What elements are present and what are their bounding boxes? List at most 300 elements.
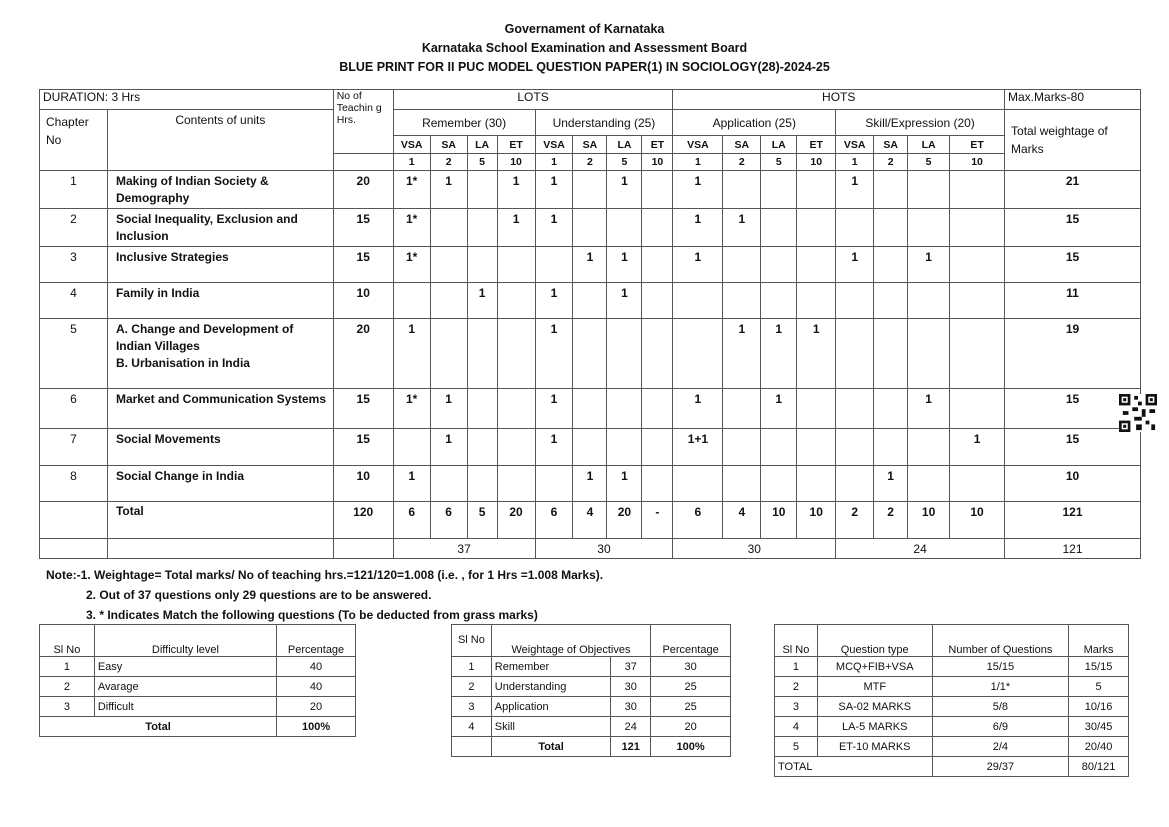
skill-header: Skill/Expression (20) (836, 110, 1005, 136)
question-count-cell (430, 319, 467, 389)
question-count-cell (950, 171, 1005, 209)
totals-cell: 10 (950, 502, 1005, 539)
contents-header: Contents of units (107, 110, 333, 171)
objectives-row-cell: 24 (611, 717, 651, 737)
skill-total: 24 (836, 539, 1005, 559)
chapter-total-marks: 21 (1005, 171, 1141, 209)
question-count-cell (607, 389, 642, 429)
qtype-row (775, 717, 1129, 737)
understanding-header: Understanding (25) (535, 110, 673, 136)
totals-cell: 2 (874, 502, 908, 539)
question-count-cell (950, 319, 1005, 389)
qtype-marks-header: Marks (1069, 625, 1129, 657)
question-count-cell: 1 (393, 466, 430, 502)
question-count-cell: 1 (607, 171, 642, 209)
question-count-cell: 1 (836, 247, 874, 283)
question-type-cell: LA (607, 136, 642, 154)
question-count-cell (836, 466, 874, 502)
objectives-row-cell: 25 (651, 677, 731, 697)
question-count-cell: 1 (673, 171, 723, 209)
question-count-cell: 1+1 (673, 429, 723, 466)
objectives-row (452, 677, 731, 697)
question-mark-cell: 1 (673, 154, 723, 171)
difficulty-row-cell: 2 (40, 677, 95, 697)
chapter-content: A. Change and Development of Indian Villages B. Urbanisation in India (107, 319, 333, 389)
question-count-cell (950, 209, 1005, 247)
question-type-cell: ET (497, 136, 535, 154)
question-count-cell (723, 429, 761, 466)
max-marks-label: Max.Marks-80 (1005, 90, 1141, 110)
question-count-cell (797, 209, 836, 247)
question-count-cell: 1* (393, 247, 430, 283)
totals-cell: 2 (836, 502, 874, 539)
teaching-hours: 15 (333, 389, 393, 429)
chapter-total-marks: 15 (1005, 247, 1141, 283)
totals-row (40, 502, 1141, 539)
question-count-cell (950, 389, 1005, 429)
chapter-content: Family in India (107, 283, 333, 319)
question-count-cell: 1 (497, 171, 535, 209)
objectives-slno-header: Sl No (452, 625, 492, 657)
question-mark-cell: 10 (797, 154, 836, 171)
difficulty-row-cell: 40 (277, 657, 356, 677)
question-count-cell (761, 171, 797, 209)
question-count-cell: 1 (535, 283, 573, 319)
qtype-row-cell: LA-5 MARKS (817, 717, 932, 737)
totals-spacer (40, 502, 108, 539)
objectives-total-value: 121 (611, 737, 651, 757)
qtype-total-marks: 80/121 (1069, 757, 1129, 777)
objectives-row-cell: Understanding (491, 677, 611, 697)
question-count-cell (908, 429, 950, 466)
totals-cell: 10 (908, 502, 950, 539)
chapter-number: 8 (40, 466, 108, 502)
objectives-row-cell: 25 (651, 697, 731, 717)
chapter-no-header: Chapter No (40, 110, 108, 171)
difficulty-total-value: 100% (277, 717, 356, 737)
question-count-cell (950, 466, 1005, 502)
question-count-cell: 1 (535, 209, 573, 247)
question-count-cell (497, 283, 535, 319)
chapter-row (40, 389, 1141, 429)
question-count-cell (908, 209, 950, 247)
question-type-cell: SA (723, 136, 761, 154)
question-count-cell: 1 (761, 389, 797, 429)
totals-cell: 10 (797, 502, 836, 539)
question-count-cell (723, 247, 761, 283)
difficulty-table (39, 624, 356, 737)
qtype-row-cell: MTF (817, 677, 932, 697)
objectives-total-pct: 100% (651, 737, 731, 757)
qtype-row-cell: 5 (1069, 677, 1129, 697)
totals-cell: - (642, 502, 673, 539)
objectives-row (452, 697, 731, 717)
blueprint-table (39, 89, 1141, 559)
chapter-number: 7 (40, 429, 108, 466)
teaching-hrs-header: No of Teachin g Hrs. (333, 90, 393, 154)
objectives-row-cell: 1 (452, 657, 492, 677)
duration-label: DURATION: 3 Hrs (40, 90, 334, 110)
question-count-cell (673, 466, 723, 502)
question-count-cell: 1 (673, 247, 723, 283)
application-total: 30 (673, 539, 836, 559)
qtype-row-cell: 15/15 (932, 657, 1068, 677)
question-mark-cell: 5 (761, 154, 797, 171)
question-type-cell: VSA (535, 136, 573, 154)
objectives-row (452, 657, 731, 677)
difficulty-row-cell: Avarage (94, 677, 276, 697)
question-count-cell (393, 283, 430, 319)
question-mark-cell: 10 (642, 154, 673, 171)
question-mark-cell: 1 (836, 154, 874, 171)
question-count-cell (836, 319, 874, 389)
chapter-content: Market and Communication Systems (107, 389, 333, 429)
question-count-cell (836, 283, 874, 319)
teaching-hours: 15 (333, 209, 393, 247)
question-count-cell (797, 171, 836, 209)
question-type-cell: LA (467, 136, 497, 154)
question-count-cell (908, 171, 950, 209)
question-count-cell (642, 466, 673, 502)
question-count-cell (607, 429, 642, 466)
chapter-content: Social Inequality, Exclusion and Inclusion (107, 209, 333, 247)
question-count-cell (467, 319, 497, 389)
question-count-cell: 1 (573, 247, 607, 283)
qtype-row-cell: 5/8 (932, 697, 1068, 717)
qtype-row-cell: 6/9 (932, 717, 1068, 737)
qr-code-icon (1119, 393, 1157, 433)
teaching-hours: 20 (333, 319, 393, 389)
qtype-row-cell: 2/4 (932, 737, 1068, 757)
question-count-cell: 1* (393, 209, 430, 247)
question-count-cell (573, 389, 607, 429)
question-count-cell (761, 247, 797, 283)
question-count-cell (908, 319, 950, 389)
qtype-row (775, 657, 1129, 677)
header-line-3: BLUE PRINT FOR II PUC MODEL QUESTION PAPER(1) IN SOCIOLOGY(28)-2024-25 (339, 60, 830, 74)
totals-marks: 121 (1005, 502, 1141, 539)
chapter-content: Social Change in India (107, 466, 333, 502)
chapter-number: 2 (40, 209, 108, 247)
qtype-row-cell: 1/1* (932, 677, 1068, 697)
question-count-cell: 1 (836, 171, 874, 209)
question-count-cell (467, 466, 497, 502)
chapter-total-marks: 15 (1005, 389, 1141, 429)
question-count-cell (535, 466, 573, 502)
question-count-cell (797, 247, 836, 283)
difficulty-row (40, 657, 356, 677)
teaching-hrs-spacer (333, 154, 393, 171)
question-type-cell: ET (797, 136, 836, 154)
question-count-cell (874, 319, 908, 389)
question-type-cell: VSA (673, 136, 723, 154)
question-count-cell (497, 247, 535, 283)
question-count-cell: 1 (761, 319, 797, 389)
question-count-cell (642, 319, 673, 389)
totals-cell: 6 (430, 502, 467, 539)
objectives-row (452, 717, 731, 737)
qtype-total-questions: 29/37 (932, 757, 1068, 777)
question-count-cell (573, 209, 607, 247)
chapter-content: Inclusive Strategies (107, 247, 333, 283)
question-count-cell (874, 389, 908, 429)
question-count-cell: 1 (535, 429, 573, 466)
objectives-row-cell: 20 (651, 717, 731, 737)
qtype-row-cell: 5 (775, 737, 818, 757)
question-count-cell (874, 209, 908, 247)
question-count-cell (950, 247, 1005, 283)
totals-cell: 6 (535, 502, 573, 539)
question-count-cell (836, 429, 874, 466)
qtype-row-cell: 30/45 (1069, 717, 1129, 737)
objectives-row-cell: 3 (452, 697, 492, 717)
objectives-row-cell: 30 (611, 677, 651, 697)
objectives-row-cell: Application (491, 697, 611, 717)
question-count-cell: 1 (535, 389, 573, 429)
question-mark-cell: 1 (535, 154, 573, 171)
note-1: Note:-1. Weightage= Total marks/ No of teaching hrs.=121/120=1.008 (i.e. , for 1 Hrs =1.008 Marks). (46, 568, 604, 582)
question-count-cell (430, 209, 467, 247)
question-mark-cell: 5 (908, 154, 950, 171)
question-mark-cell: 2 (874, 154, 908, 171)
qtype-row-cell: 3 (775, 697, 818, 717)
question-count-cell: 1* (393, 171, 430, 209)
qtype-count-header: Number of Questions (932, 625, 1068, 657)
question-count-cell (430, 466, 467, 502)
question-count-cell (761, 466, 797, 502)
question-count-cell: 1 (908, 247, 950, 283)
difficulty-row-cell: 1 (40, 657, 95, 677)
question-count-cell: 1 (950, 429, 1005, 466)
question-count-cell: 1 (607, 247, 642, 283)
question-count-cell (430, 247, 467, 283)
question-count-cell (393, 429, 430, 466)
question-count-cell (573, 171, 607, 209)
qtype-row (775, 697, 1129, 717)
chapter-number: 5 (40, 319, 108, 389)
difficulty-pct-header: Percentage (277, 625, 356, 657)
chapter-number: 1 (40, 171, 108, 209)
qtype-row-cell: SA-02 MARKS (817, 697, 932, 717)
question-count-cell (673, 283, 723, 319)
question-count-cell: 1 (673, 209, 723, 247)
qtype-row-cell: 10/16 (1069, 697, 1129, 717)
objectives-row-cell: 30 (611, 697, 651, 717)
question-count-cell: 1 (430, 389, 467, 429)
question-type-cell: SA (874, 136, 908, 154)
question-count-cell (607, 319, 642, 389)
qtype-row-cell: ET-10 MARKS (817, 737, 932, 757)
question-count-cell (874, 429, 908, 466)
teaching-hours: 15 (333, 247, 393, 283)
chapter-row (40, 429, 1141, 466)
objectives-row-cell: 2 (452, 677, 492, 697)
question-mark-cell: 1 (393, 154, 430, 171)
question-count-cell (761, 209, 797, 247)
chapter-total-marks: 15 (1005, 429, 1141, 466)
chapter-number: 3 (40, 247, 108, 283)
question-count-cell (836, 389, 874, 429)
question-count-cell (497, 429, 535, 466)
difficulty-row-cell: 3 (40, 697, 95, 717)
question-count-cell: 1 (723, 319, 761, 389)
totals-cell: 10 (761, 502, 797, 539)
question-type-cell: VSA (393, 136, 430, 154)
qtype-row (775, 677, 1129, 697)
chapter-row (40, 171, 1141, 209)
chapter-total-marks: 15 (1005, 209, 1141, 247)
application-header: Application (25) (673, 110, 836, 136)
chapter-total-marks: 10 (1005, 466, 1141, 502)
difficulty-slno-header: Sl No (40, 625, 95, 657)
teaching-hours: 15 (333, 429, 393, 466)
hots-header: HOTS (673, 90, 1005, 110)
question-count-cell: 1 (430, 429, 467, 466)
question-count-cell: 1 (797, 319, 836, 389)
question-mark-cell: 2 (430, 154, 467, 171)
totals-cell: 20 (497, 502, 535, 539)
question-count-cell (607, 209, 642, 247)
question-count-cell: 1 (430, 171, 467, 209)
question-type-cell: ET (642, 136, 673, 154)
objectives-row-cell: Remember (491, 657, 611, 677)
question-mark-cell: 10 (950, 154, 1005, 171)
difficulty-row-cell: Easy (94, 657, 276, 677)
question-count-cell (723, 171, 761, 209)
question-count-cell: 1 (535, 171, 573, 209)
question-count-cell (642, 209, 673, 247)
question-count-cell (723, 389, 761, 429)
difficulty-row-cell: 20 (277, 697, 356, 717)
remember-total: 37 (393, 539, 535, 559)
question-count-cell (467, 247, 497, 283)
objectives-row-cell: 4 (452, 717, 492, 737)
totals-cell: 4 (723, 502, 761, 539)
question-count-cell (797, 389, 836, 429)
question-count-cell (874, 247, 908, 283)
question-mark-cell: 10 (497, 154, 535, 171)
qtype-type-header: Question type (817, 625, 932, 657)
question-count-cell (723, 466, 761, 502)
question-count-cell (467, 429, 497, 466)
question-count-cell (836, 209, 874, 247)
teaching-hours: 10 (333, 466, 393, 502)
objectives-total-label: Total (491, 737, 611, 757)
question-count-cell: 1 (393, 319, 430, 389)
question-mark-cell: 2 (723, 154, 761, 171)
question-type-cell: VSA (836, 136, 874, 154)
question-count-cell (497, 319, 535, 389)
question-count-cell (950, 283, 1005, 319)
question-mark-cell: 2 (573, 154, 607, 171)
qtype-row-cell: MCQ+FIB+VSA (817, 657, 932, 677)
question-type-table (774, 624, 1129, 777)
question-count-cell (535, 247, 573, 283)
question-count-cell (573, 283, 607, 319)
question-count-cell (642, 429, 673, 466)
lots-header: LOTS (393, 90, 673, 110)
question-count-cell (642, 171, 673, 209)
difficulty-total-label: Total (40, 717, 277, 737)
header-line-1: Governament of Karnataka (504, 22, 665, 36)
chapter-total-marks: 19 (1005, 319, 1141, 389)
qtype-row-cell: 4 (775, 717, 818, 737)
understanding-total: 30 (535, 539, 673, 559)
question-count-cell (467, 389, 497, 429)
totals-label: Total (107, 502, 333, 539)
qtype-row-cell: 2 (775, 677, 818, 697)
chapter-row (40, 283, 1141, 319)
question-count-cell (761, 429, 797, 466)
qtype-total-label: TOTAL (775, 757, 933, 777)
chapter-content: Social Movements (107, 429, 333, 466)
question-count-cell (797, 283, 836, 319)
chapter-number: 4 (40, 283, 108, 319)
question-count-cell (642, 283, 673, 319)
question-count-cell: 1 (573, 466, 607, 502)
question-count-cell (673, 319, 723, 389)
question-count-cell (497, 389, 535, 429)
question-count-cell: 1 (467, 283, 497, 319)
qtype-row-cell: 15/15 (1069, 657, 1129, 677)
objectives-row-cell: Skill (491, 717, 611, 737)
question-count-cell (467, 209, 497, 247)
question-count-cell: 1* (393, 389, 430, 429)
question-count-cell: 1 (535, 319, 573, 389)
note-3: 3. * Indicates Match the following questions (To be deducted from grass marks) (86, 608, 538, 622)
total-weightage-header: Total weightage of Marks (1005, 110, 1141, 171)
question-count-cell (761, 283, 797, 319)
question-count-cell (497, 466, 535, 502)
qtype-row (775, 737, 1129, 757)
difficulty-row (40, 677, 356, 697)
question-count-cell (642, 247, 673, 283)
objectives-pct-header: Percentage (651, 625, 731, 657)
totals-cell: 20 (607, 502, 642, 539)
question-count-cell (874, 171, 908, 209)
question-type-cell: LA (761, 136, 797, 154)
teaching-hours: 20 (333, 171, 393, 209)
chapter-row (40, 466, 1141, 502)
chapter-content: Making of Indian Society & Demography (107, 171, 333, 209)
qtype-slno-header: Sl No (775, 625, 818, 657)
objectives-table (451, 624, 731, 757)
difficulty-row-cell: Difficult (94, 697, 276, 717)
question-type-cell: LA (908, 136, 950, 154)
question-count-cell: 1 (607, 283, 642, 319)
difficulty-row (40, 697, 356, 717)
totals-cell: 5 (467, 502, 497, 539)
objectives-row-cell: 30 (651, 657, 731, 677)
question-count-cell: 1 (673, 389, 723, 429)
grand-total: 121 (1005, 539, 1141, 559)
difficulty-row-cell: 40 (277, 677, 356, 697)
question-type-cell: SA (573, 136, 607, 154)
totals-cell: 4 (573, 502, 607, 539)
remember-header: Remember (30) (393, 110, 535, 136)
teaching-hours: 10 (333, 283, 393, 319)
question-count-cell (908, 283, 950, 319)
totals-cell: 6 (393, 502, 430, 539)
question-count-cell: 1 (723, 209, 761, 247)
question-type-cell: ET (950, 136, 1005, 154)
chapter-number: 6 (40, 389, 108, 429)
question-count-cell (874, 283, 908, 319)
chapter-row (40, 247, 1141, 283)
question-count-cell: 1 (497, 209, 535, 247)
question-count-cell: 1 (874, 466, 908, 502)
question-count-cell (573, 319, 607, 389)
